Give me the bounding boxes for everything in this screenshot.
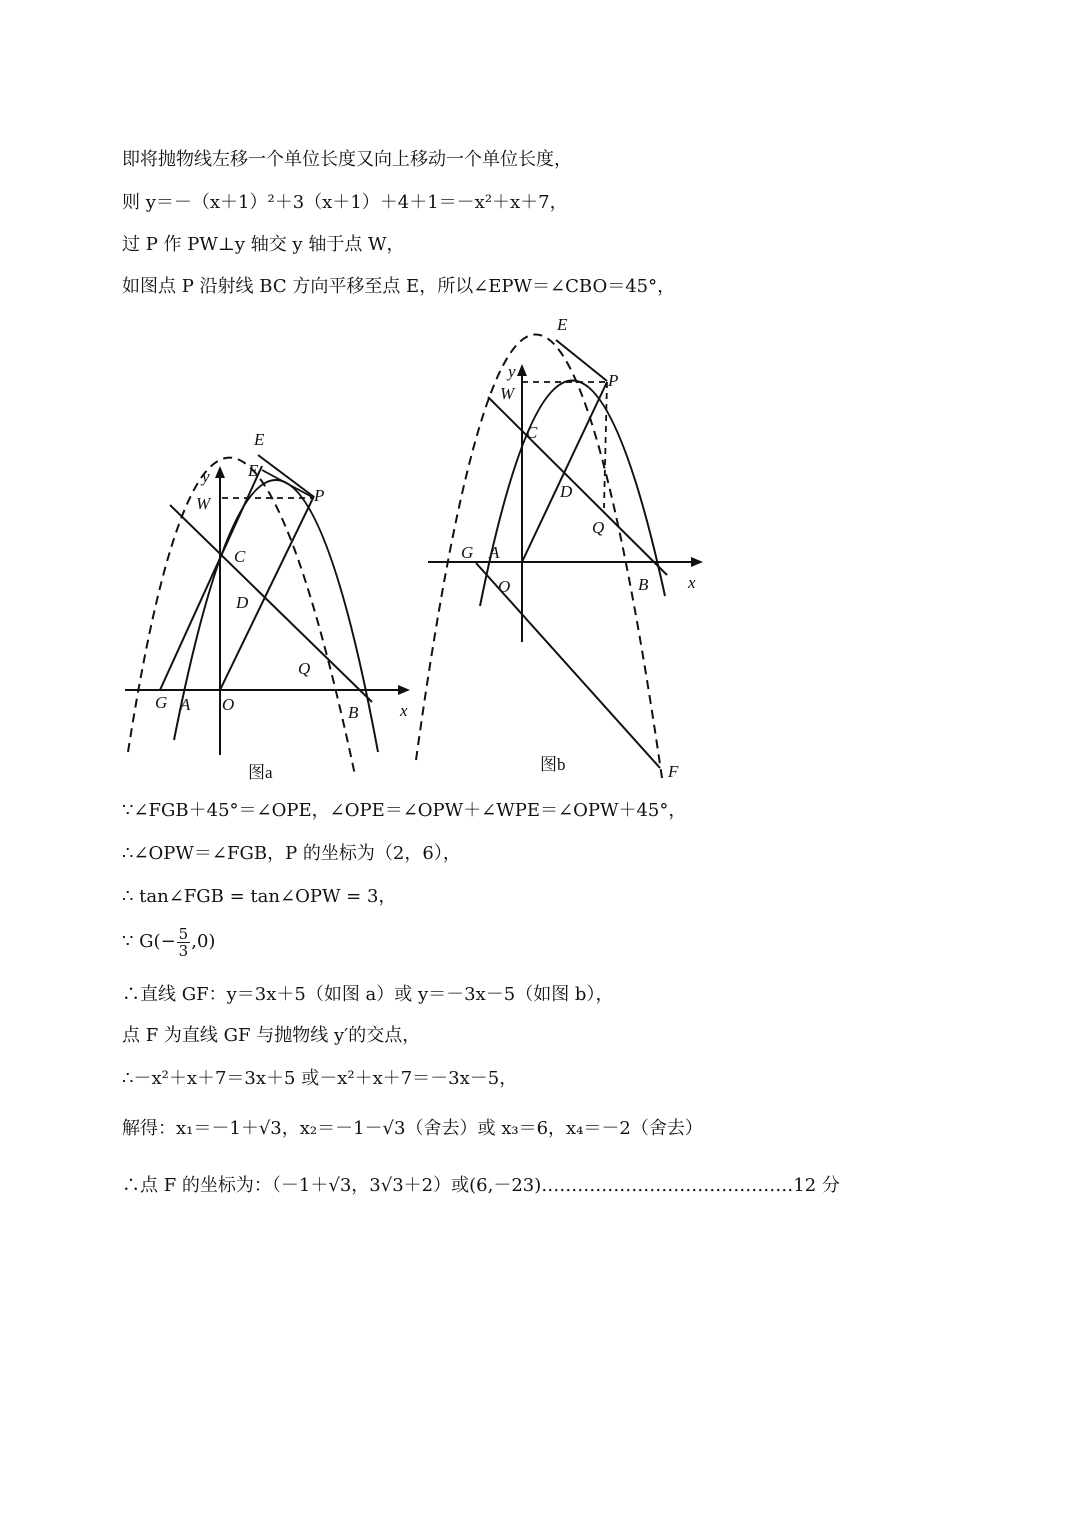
text-line-10: ∴－x²＋x＋7＝3x＋5 或－x²＋x＋7＝－3x－5， bbox=[122, 1068, 518, 1089]
fig-a-label-E-outer: E bbox=[254, 430, 265, 449]
text-line-1: 即将抛物线左移一个单位长度又向上移动一个单位长度， bbox=[122, 149, 572, 170]
fig-b-label-G: G bbox=[461, 543, 474, 562]
fig-a-label-D: D bbox=[236, 593, 249, 612]
fig-b-label-P: P bbox=[608, 371, 619, 390]
fig-a-label-O: O bbox=[222, 695, 235, 714]
fig-a-label-x: x bbox=[400, 701, 408, 720]
fig-b-label-F: F bbox=[668, 762, 679, 781]
text-line-4: 如图点 P 沿射线 BC 方向平移至点 E，所以∠EPW＝∠CBO＝45°， bbox=[122, 276, 676, 297]
text-line-2: 则 y＝－（x＋1）²＋3（x＋1）＋4＋1＝－x²＋x＋7， bbox=[122, 192, 568, 213]
text-line-8: ∴直线 GF：y＝3x＋5（如图 a）或 y＝－3x－5（如图 b）， bbox=[122, 984, 614, 1005]
fig-a-label-C: C bbox=[234, 547, 246, 566]
fig-b-label-Q: Q bbox=[592, 518, 605, 537]
figure-b bbox=[410, 312, 710, 787]
fig-b-label-C: C bbox=[526, 423, 538, 442]
fig-a-label-E-inner: E bbox=[248, 461, 259, 480]
fig-b-label-O: O bbox=[498, 577, 511, 596]
g-prefix: ∵ G(− bbox=[122, 931, 176, 952]
fig-a-label-y: y bbox=[202, 467, 210, 486]
text-line-11: 解得：x₁＝－1＋√3，x₂＝－1－√3（舍去）或 x₃＝6，x₄＝－2（舍去） bbox=[122, 1118, 703, 1139]
text-line-6: ∴∠OPW＝∠FGB，P 的坐标为（2，6）， bbox=[122, 843, 461, 864]
fig-a-label-G: G bbox=[155, 693, 168, 712]
fig-b-label-E: E bbox=[557, 315, 568, 334]
text-line-3: 过 P 作 PW⊥y 轴交 y 轴于点 W， bbox=[122, 234, 405, 255]
fig-b-label-B: B bbox=[638, 575, 649, 594]
fig-a-label-Q: Q bbox=[298, 659, 311, 678]
fig-b-label-y: y bbox=[508, 362, 516, 381]
fig-b-caption: 图b bbox=[540, 755, 566, 774]
g-fraction-den: 3 bbox=[178, 941, 189, 960]
fig-b-label-x: x bbox=[688, 573, 696, 592]
fig-b-label-A: A bbox=[489, 543, 500, 562]
g-fraction bbox=[177, 926, 191, 959]
g-fraction-num: 5 bbox=[178, 924, 189, 943]
fig-a-caption: 图a bbox=[248, 763, 273, 782]
text-line-12: ∴点 F 的坐标为：（－1＋√3，3√3＋2）或(6,－23)……………………………………12 分 bbox=[122, 1175, 840, 1196]
fig-a-label-P: P bbox=[314, 486, 325, 505]
g-suffix: ,0) bbox=[191, 931, 216, 952]
g-coordinate-line bbox=[122, 922, 215, 962]
fig-a-label-A: A bbox=[180, 695, 191, 714]
fig-a-label-W: W bbox=[196, 494, 211, 513]
fig-b-label-D: D bbox=[560, 482, 573, 501]
fig-a-label-B: B bbox=[348, 703, 359, 722]
fig-b-label-W: W bbox=[500, 384, 515, 403]
text-line-9: 点 F 为直线 GF 与抛物线 y′的交点， bbox=[122, 1025, 421, 1046]
figure-a bbox=[115, 420, 425, 790]
text-line-5: ∵∠FGB＋45°＝∠OPE，∠OPE＝∠OPW＋∠WPE＝∠OPW＋45°， bbox=[122, 800, 687, 821]
text-line-7: ∴ tan∠FGB = tan∠OPW = 3， bbox=[122, 886, 397, 907]
